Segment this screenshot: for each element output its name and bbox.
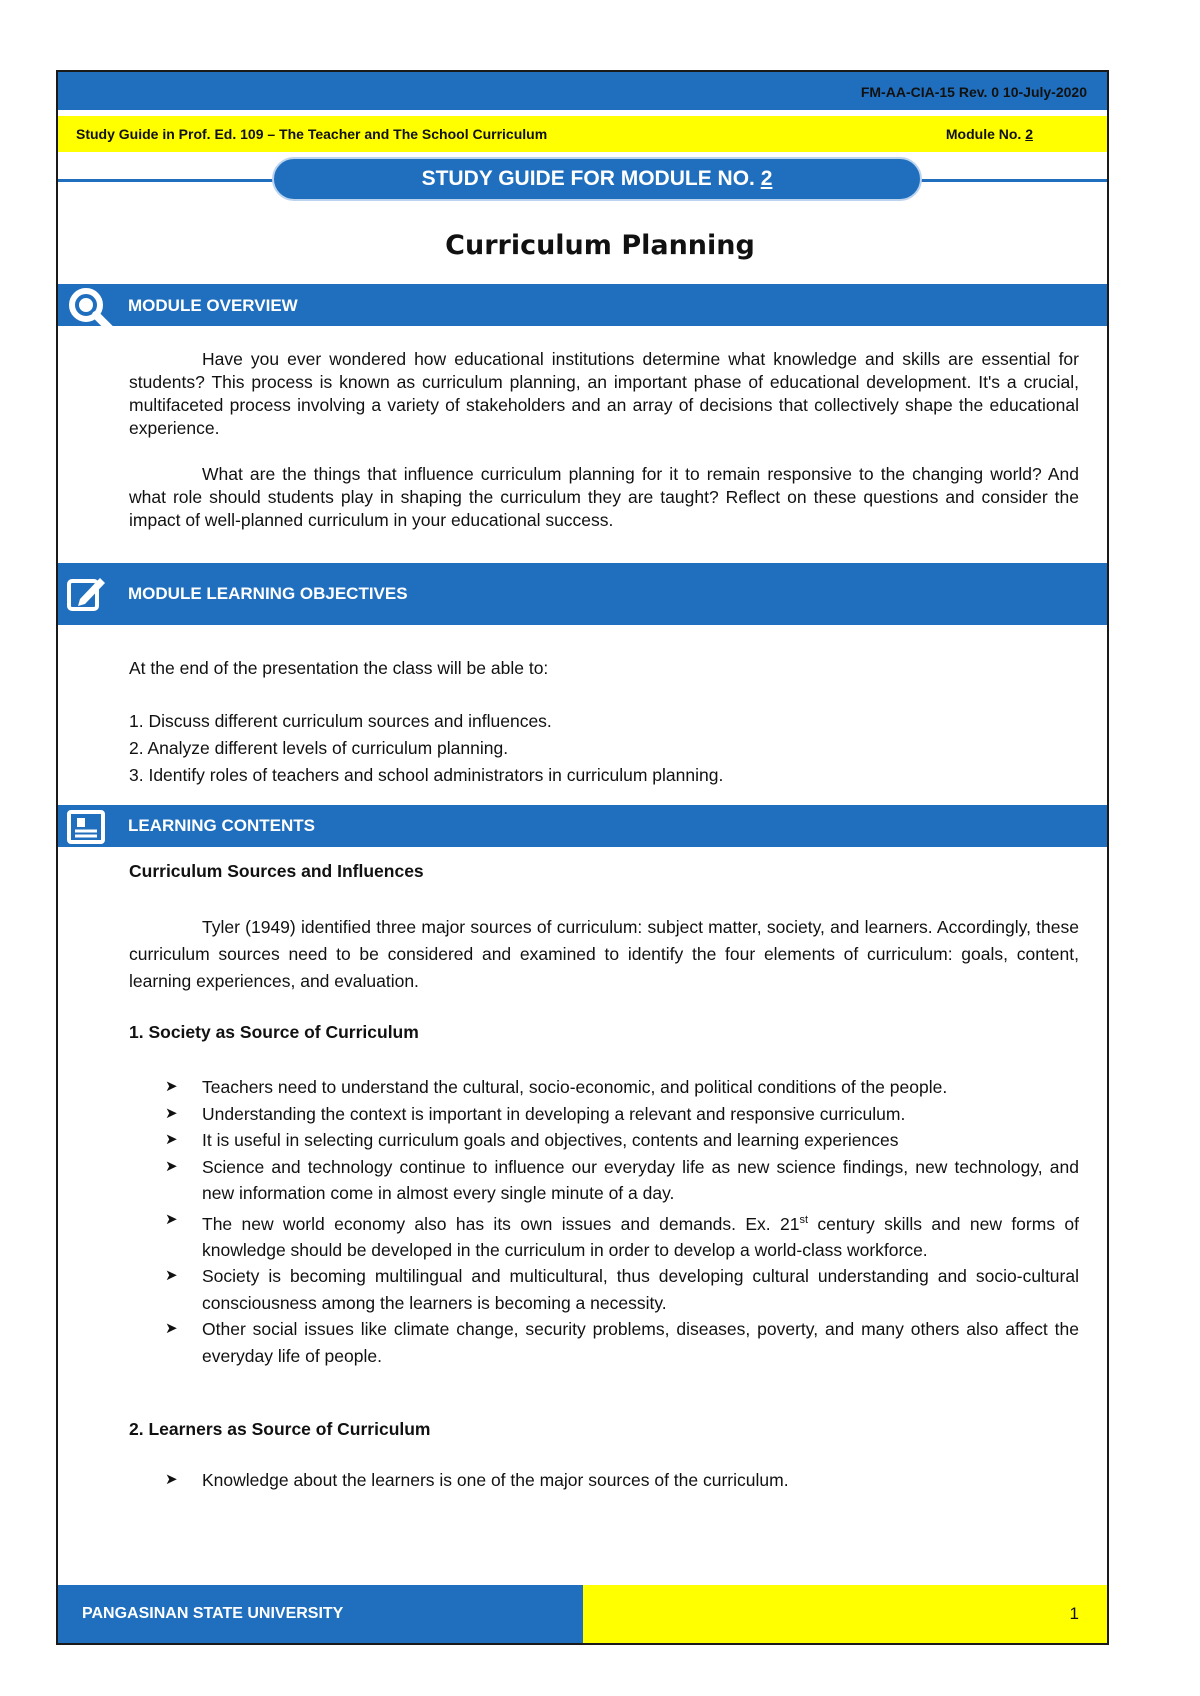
learners-bullet-list xyxy=(129,1467,1079,1494)
overview-text xyxy=(129,348,1079,532)
list-item-text: Society is becoming multilingual and multicultural, thus developing cultural understanding and socio-cultural consciousness among the learners is becoming a necessity. xyxy=(202,1266,1079,1313)
edit-icon xyxy=(66,575,106,618)
overview-paragraph-2: What are the things that influence curriculum planning for it to remain responsive to the changing world? And what role should students play in shaping the curriculum they are taught? Reflect on these questions and consider the impact of well-planned curriculum in your educational success. xyxy=(129,464,1079,530)
magnifier-icon xyxy=(66,286,118,337)
form-code: FM-AA-CIA-15 Rev. 0 10-July-2020 xyxy=(860,84,1087,100)
learning-objectives-bar xyxy=(58,563,1107,625)
study-guide-banner xyxy=(272,157,922,201)
objective-item-2: 2. Analyze different levels of curriculum planning. xyxy=(129,738,509,758)
list-item xyxy=(129,1467,1079,1494)
list-item xyxy=(129,1263,1079,1316)
arrow-bullet-icon: ➤ xyxy=(165,1320,178,1338)
contents-intro: Tyler (1949) identified three major sources of curriculum: subject matter, society, and learners. Accordingly, these curriculum sources need to be considered and examined to identify the four elements of curriculum: goals, content, learning experiences, and evaluation. xyxy=(129,917,1079,991)
banner-label: STUDY GUIDE FOR MODULE NO. xyxy=(421,167,761,190)
society-bullet-list xyxy=(129,1074,1079,1369)
document-title: Curriculum Planning xyxy=(445,230,755,261)
overview-paragraph-1: Have you ever wondered how educational institutions determine what knowledge and skills are essential for students? This process is known as curriculum planning, an important phase of educational development. It's a crucial, multifaceted process involving a variety of stakeholders and an array of decisions that collectively shape the educational experience. xyxy=(129,349,1079,438)
arrow-bullet-icon: ➤ xyxy=(165,1267,178,1285)
objective-item-3: 3. Identify roles of teachers and school administrators in curriculum planning. xyxy=(129,765,724,785)
list-item-text: Teachers need to understand the cultural, socio-economic, and political conditions of the people. xyxy=(202,1077,948,1097)
header-yellow-band xyxy=(58,116,1107,152)
list-item-text: Knowledge about the learners is one of the major sources of the curriculum. xyxy=(202,1470,789,1490)
list-item-text: Science and technology continue to influence our everyday life as new science findings, new technology, and new information come in almost every single minute of a day. xyxy=(202,1156,1079,1203)
module-label-text: Module No. xyxy=(945,126,1026,142)
banner-line-right xyxy=(916,179,1107,182)
page-number: 1 xyxy=(1069,1604,1079,1623)
arrow-bullet-icon: ➤ xyxy=(165,1157,178,1175)
university-name: PANGASINAN STATE UNIVERSITY xyxy=(82,1605,344,1622)
module-overview-bar xyxy=(58,284,1107,326)
list-item xyxy=(129,1101,1079,1128)
document-icon xyxy=(66,809,106,850)
list-item xyxy=(129,1127,1079,1154)
module-number: 2 xyxy=(1025,126,1033,142)
module-number-label xyxy=(946,126,1033,142)
arrow-bullet-icon: ➤ xyxy=(165,1210,178,1228)
list-item-text: Understanding the context is important in developing a relevant and responsive curriculum. xyxy=(202,1103,906,1124)
list-item xyxy=(129,1207,1079,1264)
learners-heading: 2. Learners as Source of Curriculum xyxy=(129,1419,431,1439)
list-item-text: It is useful in selecting curriculum goals and objectives, contents and learning experiences xyxy=(202,1130,899,1150)
society-heading: 1. Society as Source of Curriculum xyxy=(129,1022,419,1042)
banner-line-left xyxy=(58,179,278,182)
footer-university-band xyxy=(58,1585,583,1643)
arrow-bullet-icon: ➤ xyxy=(165,1471,178,1488)
footer-page-band xyxy=(583,1585,1107,1643)
header-blue-band xyxy=(58,72,1107,110)
list-item xyxy=(129,1154,1079,1207)
guide-title: Study Guide in Prof. Ed. 109 – The Teacher and The School Curriculum xyxy=(76,126,548,142)
banner-number: 2 xyxy=(760,167,773,190)
objectives-intro: At the end of the presentation the class will be able to: xyxy=(129,658,549,678)
economy-text-before: The new world economy also has its own issues and demands. Ex. 21 xyxy=(202,1213,800,1234)
objective-item-1: 1. Discuss different curriculum sources and influences. xyxy=(129,711,552,731)
learning-objectives-heading: MODULE LEARNING OBJECTIVES xyxy=(128,584,408,603)
learning-contents-heading: LEARNING CONTENTS xyxy=(128,816,315,835)
module-overview-heading: MODULE OVERVIEW xyxy=(128,296,298,315)
arrow-bullet-icon: ➤ xyxy=(165,1131,178,1148)
list-item xyxy=(129,1316,1079,1369)
list-item xyxy=(129,1074,1079,1101)
arrow-bullet-icon: ➤ xyxy=(165,1104,178,1122)
contents-subheading: Curriculum Sources and Influences xyxy=(129,861,424,881)
economy-text-after: century skills and new forms of knowledge should be developed in the curriculum in order to develop a world-class workforce. xyxy=(202,1213,1080,1260)
arrow-bullet-icon: ➤ xyxy=(165,1078,178,1095)
learning-contents-bar xyxy=(58,805,1107,847)
list-item-text: Other social issues like climate change, security problems, diseases, poverty, and many others also affect the everyday life of people. xyxy=(202,1319,1079,1366)
economy-superscript: st xyxy=(799,1213,809,1226)
